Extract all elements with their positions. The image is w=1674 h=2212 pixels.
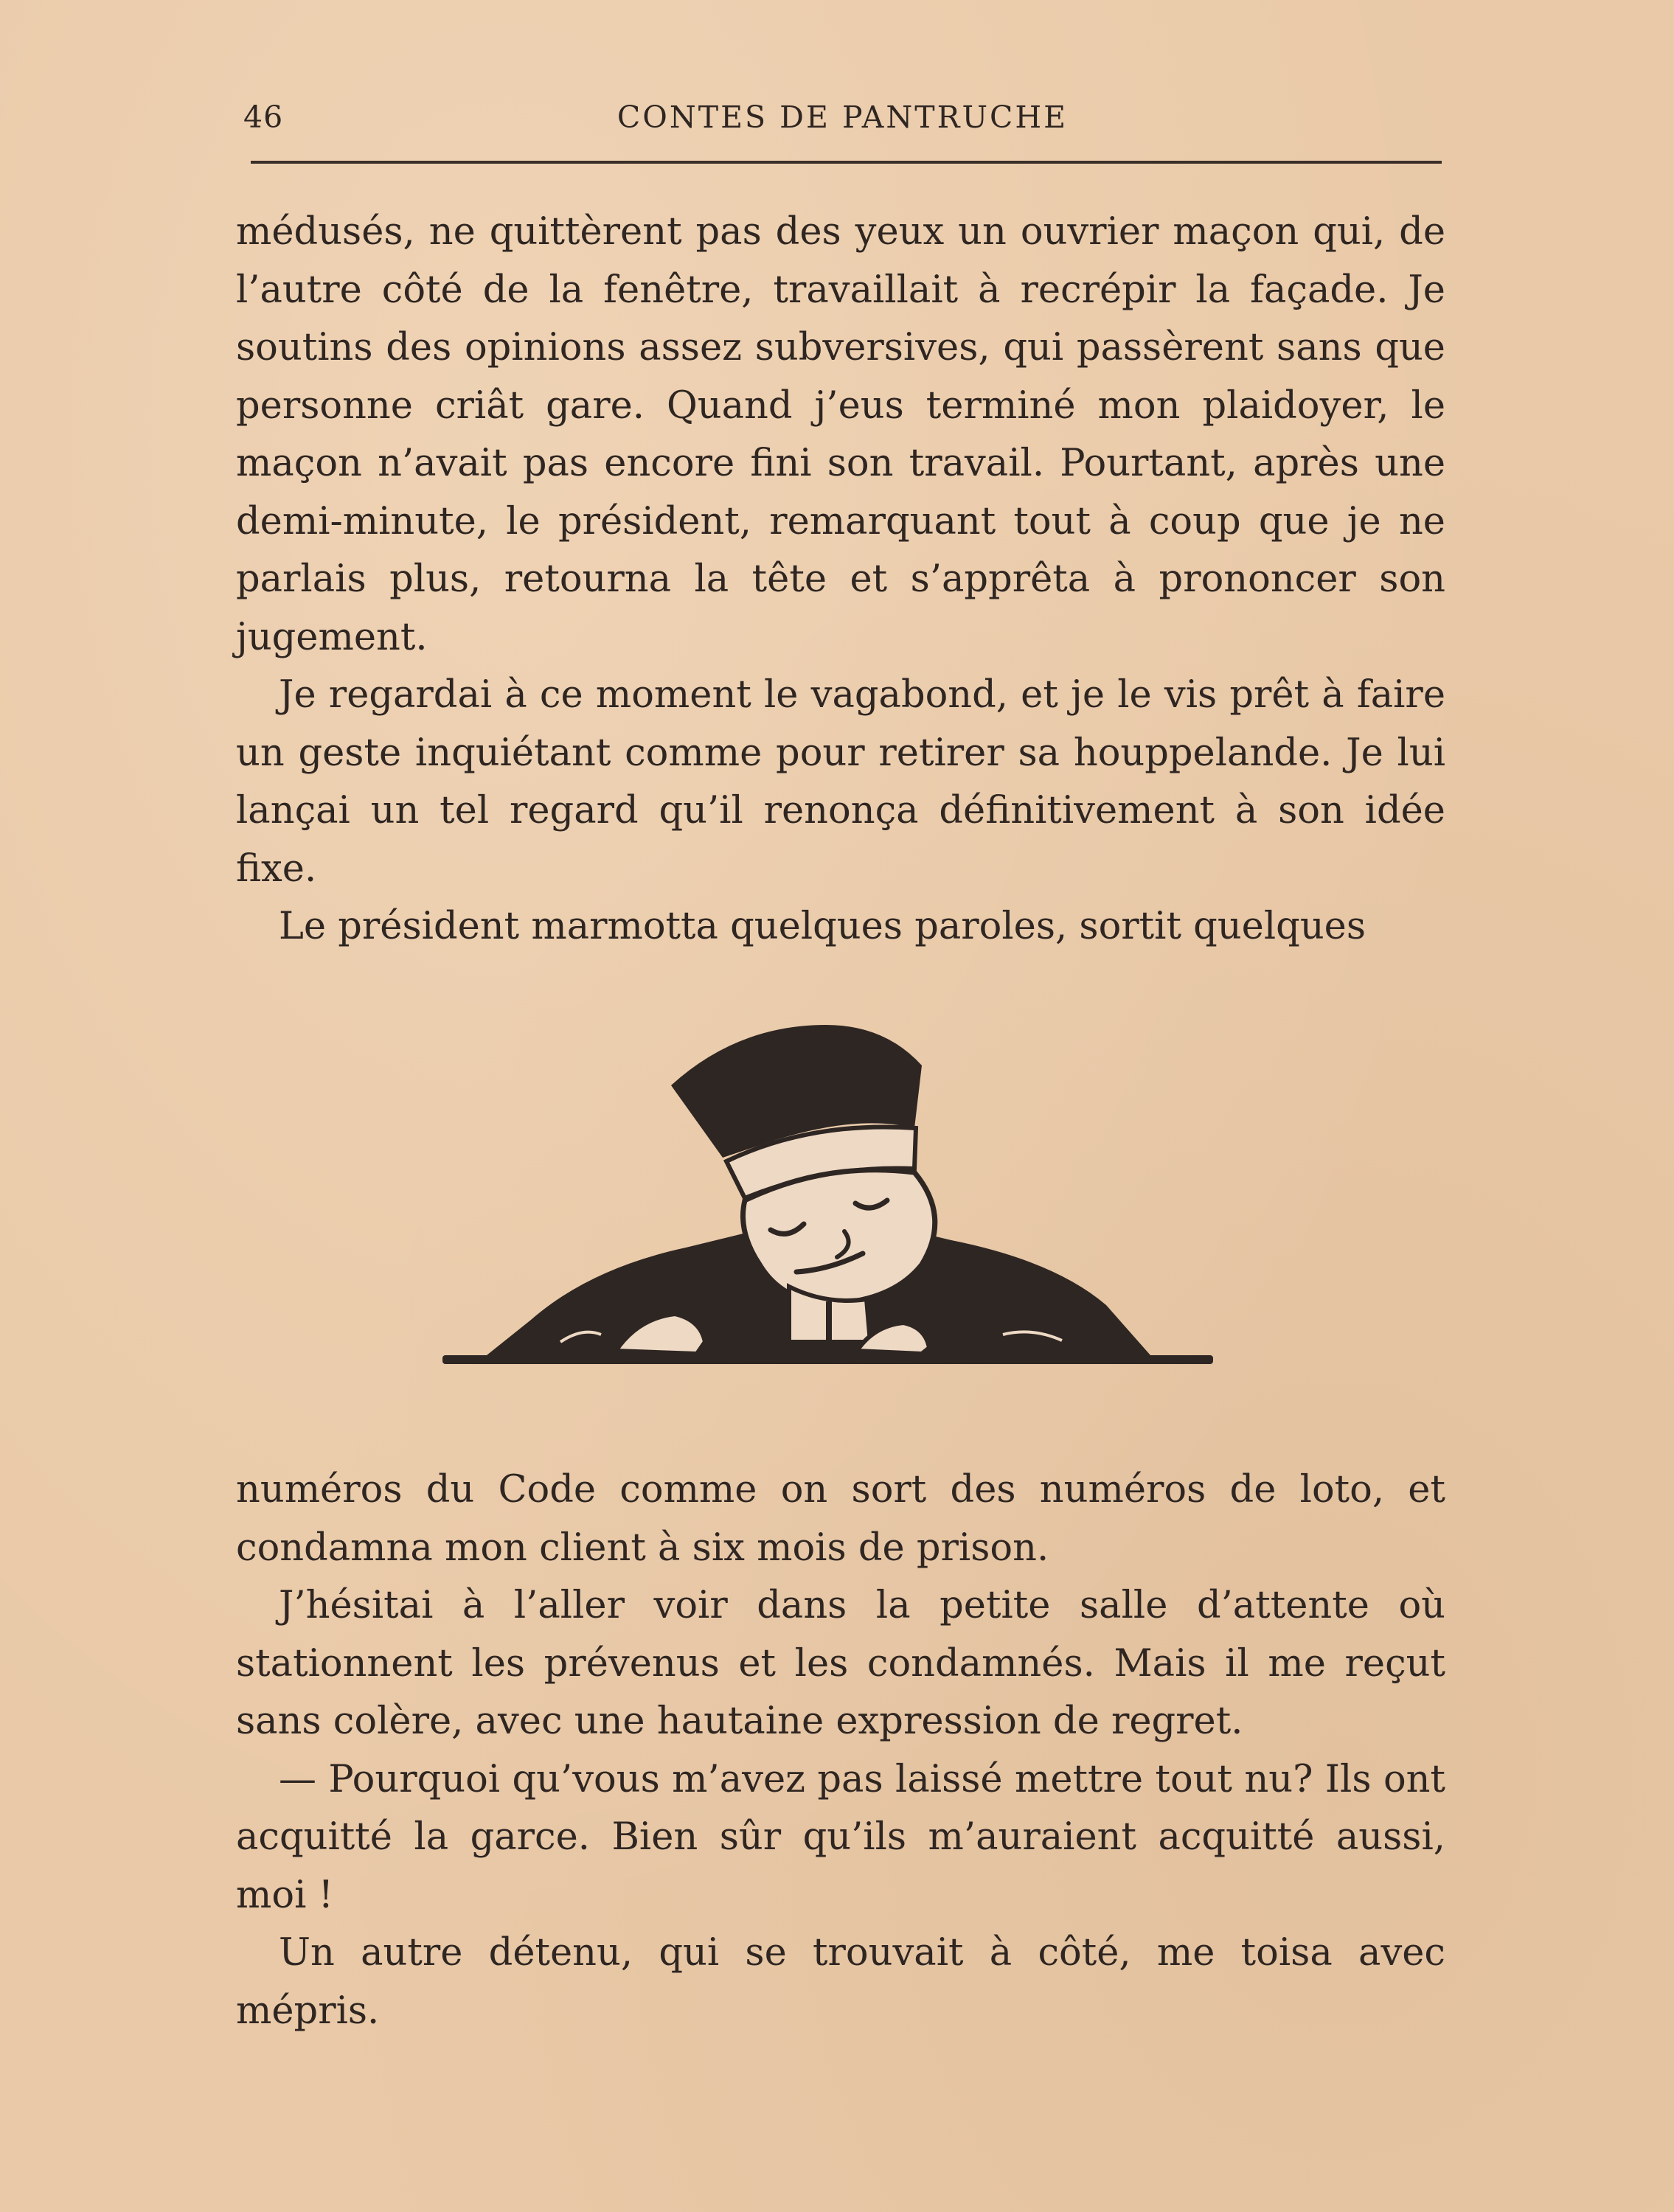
paragraph: J’hésitai à l’aller voir dans la petite salle d’attente où stationnent les prévenus et les condamnés. Mais il me reçut sans colère, avec une hautaine expression de regret. [236, 1584, 1445, 1743]
paragraph: médusés, ne quittèrent pas des yeux un ouvrier maçon qui, de l’autre côté de la fenêtre, travaillait à recrépir la façade. Je soutins des opinions assez subversives, qui passèrent sans que personne criât gare. Quand j’eus terminé mon plaidoyer, le maçon n’avait pas encore fini son travail. Pourtant, après une demi-minute, le président, remarquant tout à coup que je ne parlais plus, retourna la tête et s’apprêta à prononcer son jugement. [236, 210, 1445, 659]
paragraph: Un autre détenu, qui se trouvait à côté, me toisa avec mépris. [236, 1931, 1445, 2033]
header-rule [251, 161, 1442, 164]
judge-illustration [442, 1010, 1217, 1371]
page-number: 46 [243, 100, 284, 135]
text-block-bottom [236, 1461, 1445, 2040]
paragraph: numéros du Code comme on sort des numéros de loto, et condamna mon client à six mois de prison. [236, 1468, 1445, 1570]
paragraph: Le président marmotta quelques paroles, sortit quelques [279, 905, 1366, 948]
desk-line [442, 1355, 1213, 1364]
paragraph: — Pourquoi qu’vous m’avez pas laissé mettre tout nu? Ils ont acquitté la garce. Bien sûr qu’ils m’auraient acquitté aussi, moi ! [236, 1757, 1445, 1917]
paragraph: Je regardai à ce moment le vagabond, et je le vis prêt à faire un geste inquiétant comme pour retirer sa houppelande. Je lui lançai un tel regard qu’il renonça définitivement à son idée fixe. [236, 673, 1445, 891]
running-title: CONTES DE PANTRUCHE [617, 100, 1069, 135]
text-block-top [236, 204, 1445, 956]
page-header [243, 100, 1442, 144]
